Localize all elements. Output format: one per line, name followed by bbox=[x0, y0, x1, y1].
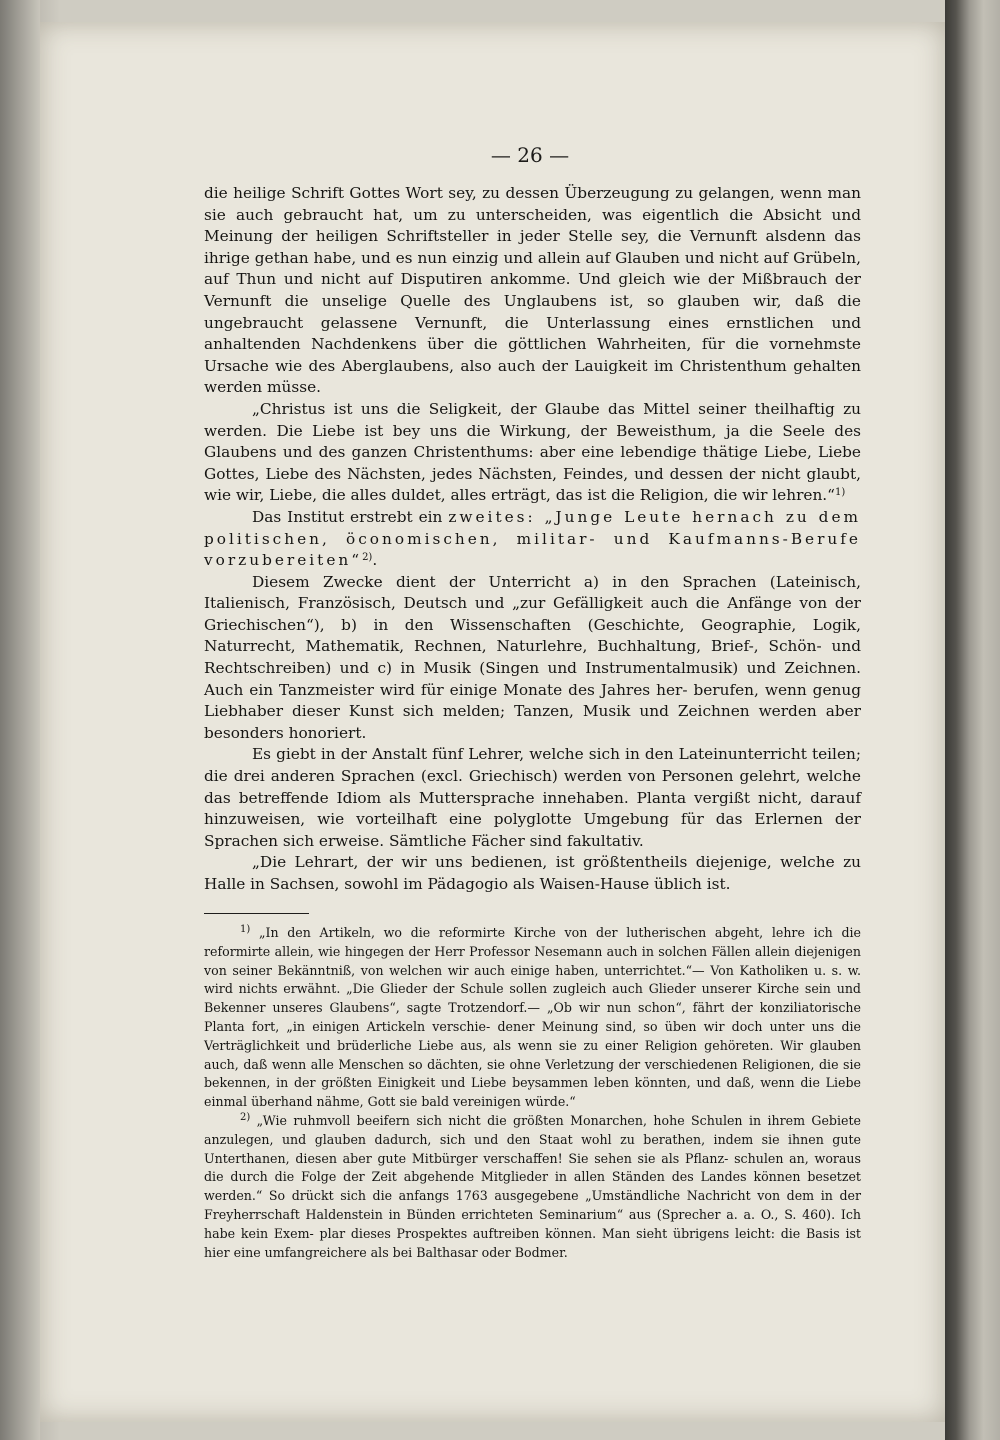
paragraph-3-lead: Das Institut erstrebt ein bbox=[252, 507, 443, 526]
paragraph-3-tail: . bbox=[372, 551, 378, 570]
book-spine-edge bbox=[945, 0, 1000, 1440]
footnote-2 bbox=[204, 1112, 861, 1262]
paragraph-2-text: „Christus ist uns die Seligkeit, der Glaube das Mittel seiner theilhaftig zu werden. Die Liebe ist bey uns die Wirkung, der Beweisthum, ja die Seele des Glaubens und des ganzen Christenthums: aber eine lebendige thätige Liebe, Liebe Gottes, Liebe des Nächsten, jedes Nächsten, Feindes, und dessen der nicht glaubt, wie wir, Liebe, die alles duldet, alles erträgt, das ist die Religion, die wir lehren.“ bbox=[204, 399, 861, 505]
scan-left-shadow bbox=[0, 0, 40, 1440]
paragraph-2 bbox=[204, 399, 861, 507]
footnote-rule bbox=[204, 913, 309, 914]
footnote-1 bbox=[204, 924, 861, 1112]
paragraph-1: die heilige Schrift Gottes Wort sey, zu dessen Überzeugung zu gelangen, wenn man sie auch gebraucht hat, um zu unterscheiden, was eigentlich die Absicht und Meinung der heiligen Schriftsteller in jeder Stelle sey, die Vernunft alsdenn das ihrige gethan habe, und es nun einzig und allein auf Glauben und nicht auf Grübeln, auf Thun und nicht auf Disputiren ankomme. Und gleich wie der Mißbrauch der Vernunft die unselige Quelle des Unglaubens ist, so glauben wir, daß die ungebraucht gelassene Vernunft, die Unterlassung eines ernstlichen und anhaltenden Nachdenkens über die göttlichen Wahrheiten, für die vornehmste Ursache wie des Aberglaubens, also auch der Lauigkeit im Christenthum gehalten werden müsse. bbox=[204, 184, 861, 397]
main-text bbox=[204, 183, 861, 896]
footnote-1-mark: 1) bbox=[240, 924, 251, 935]
footnote-2-text: „Wie ruhmvoll beeifern sich nicht die größten Monarchen, hohe Schulen in ihrem Gebiete anzulegen, und glauben dadurch, sich und den Staat wohl zu berathen, indem sie ihnen gute Unterthanen, diesen aber gute Mitbürger verschaffen! Sie sehen sie als Pflanz- schulen an, woraus die durch die Folge der Zeit abgehende Mitglieder in allen Ständen des Landes können besetzet werden.“ So drückt sich die anfangs 1763 ausgegebene „Umständliche Nachricht von dem in der Freyherrschaft Haldenstein in Bünden errichteten Seminarium“ aus (Sprecher a. a. O., S. 460). Ich habe kein Exem- plar dieses Prospektes auftreiben können. Man sieht übrigens leicht: die Basis ist hier eine umfangreichere als bei Balthasar oder Bodmer. bbox=[204, 1112, 861, 1260]
paragraph-3 bbox=[204, 507, 861, 572]
footnotes bbox=[204, 924, 861, 1262]
footnote-2-mark: 2) bbox=[240, 1111, 251, 1123]
footnote-ref-2: 2) bbox=[362, 552, 373, 564]
paragraph-3-spaced: zweites: „Junge Leute hernach zu dem politischen, öconomischen, militar- und Kaufmanns-Berufe vorzubereiten“ bbox=[204, 507, 861, 570]
page-number: — 26 — bbox=[490, 143, 570, 167]
footnote-ref-1: 1) bbox=[834, 487, 846, 499]
paragraph-5: Es giebt in der Anstalt fünf Lehrer, welche sich in den Lateinunterricht teilen; die drei anderen Sprachen (excl. Griechisch) werden von Personen gelehrt, welche das betreffende Idiom als Muttersprache innehaben. Planta vergißt nicht, darauf hinzuweisen, wie vorteilhaft eine polyglotte Umgebung für das Erlernen der Sprachen sich erweise. Sämtliche Fächer sind fakultativ. bbox=[204, 745, 861, 850]
footnote-1-text: „In den Artikeln, wo die reformirte Kirche von der lutherischen abgeht, lehre ich die reformirte allein, wie hingegen der Herr Professor Nesemann auch in solchen Fällen allein diejenigen von seiner Bekänntniß, von welchen wir auch einige haben, unterrichtet.“— Von Katholiken u. s. w. wird nichts erwähnt. „Die Glieder der Schule sollen zugleich auch Glieder unserer Kirche sein und Bekenner unseres Glaubens“, sagte Trotzendorf.— „Ob wir nun schon“, fährt der konziliatorische Planta fort, „in einigen Artickeln verschie- dener Meinung sind, so üben wir doch unter uns die Verträglichkeit und brüderliche Liebe aus, als wenn sie zu einer Religion gehöreten. Wir glauben auch, daß wenn alle Menschen so dächten, sie ohne Verletzung der verschiedenen Religionen, die sie bekennen, in der größten Einigkeit und Liebe beysammen leben könnten, und daß, wenn die Liebe einmal überhand nähme, Gott sie bald vereinigen würde.“ bbox=[204, 925, 861, 1110]
paragraph-6: „Die Lehrart, der wir uns bedienen, ist größtentheils diejenige, welche zu Halle in Sachsen, sowohl im Pädagogio als Waisen-Hause üblich ist. bbox=[204, 853, 861, 893]
paragraph-4: Diesem Zwecke dient der Unterricht a) in den Sprachen (Lateinisch, Italienisch, Französisch, Deutsch und „zur Gefälligkeit auch die Anfänge von der Griechischen“), b) in den Wissenschaften (Geschichte, Geographie, Logik, Naturrecht, Mathematik, Rechnen, Naturlehre, Buchhaltung, Brief-, Schön- und Rechtschreiben) und c) in Musik (Singen und Instrumentalmusik) und Zeichnen. Auch ein Tanzmeister wird für einige Monate des Jahres her- berufen, wenn genug Liebhaber dieser Kunst sich melden; Tanzen, Musik und Zeichnen werden aber besonders honoriert. bbox=[204, 572, 861, 742]
